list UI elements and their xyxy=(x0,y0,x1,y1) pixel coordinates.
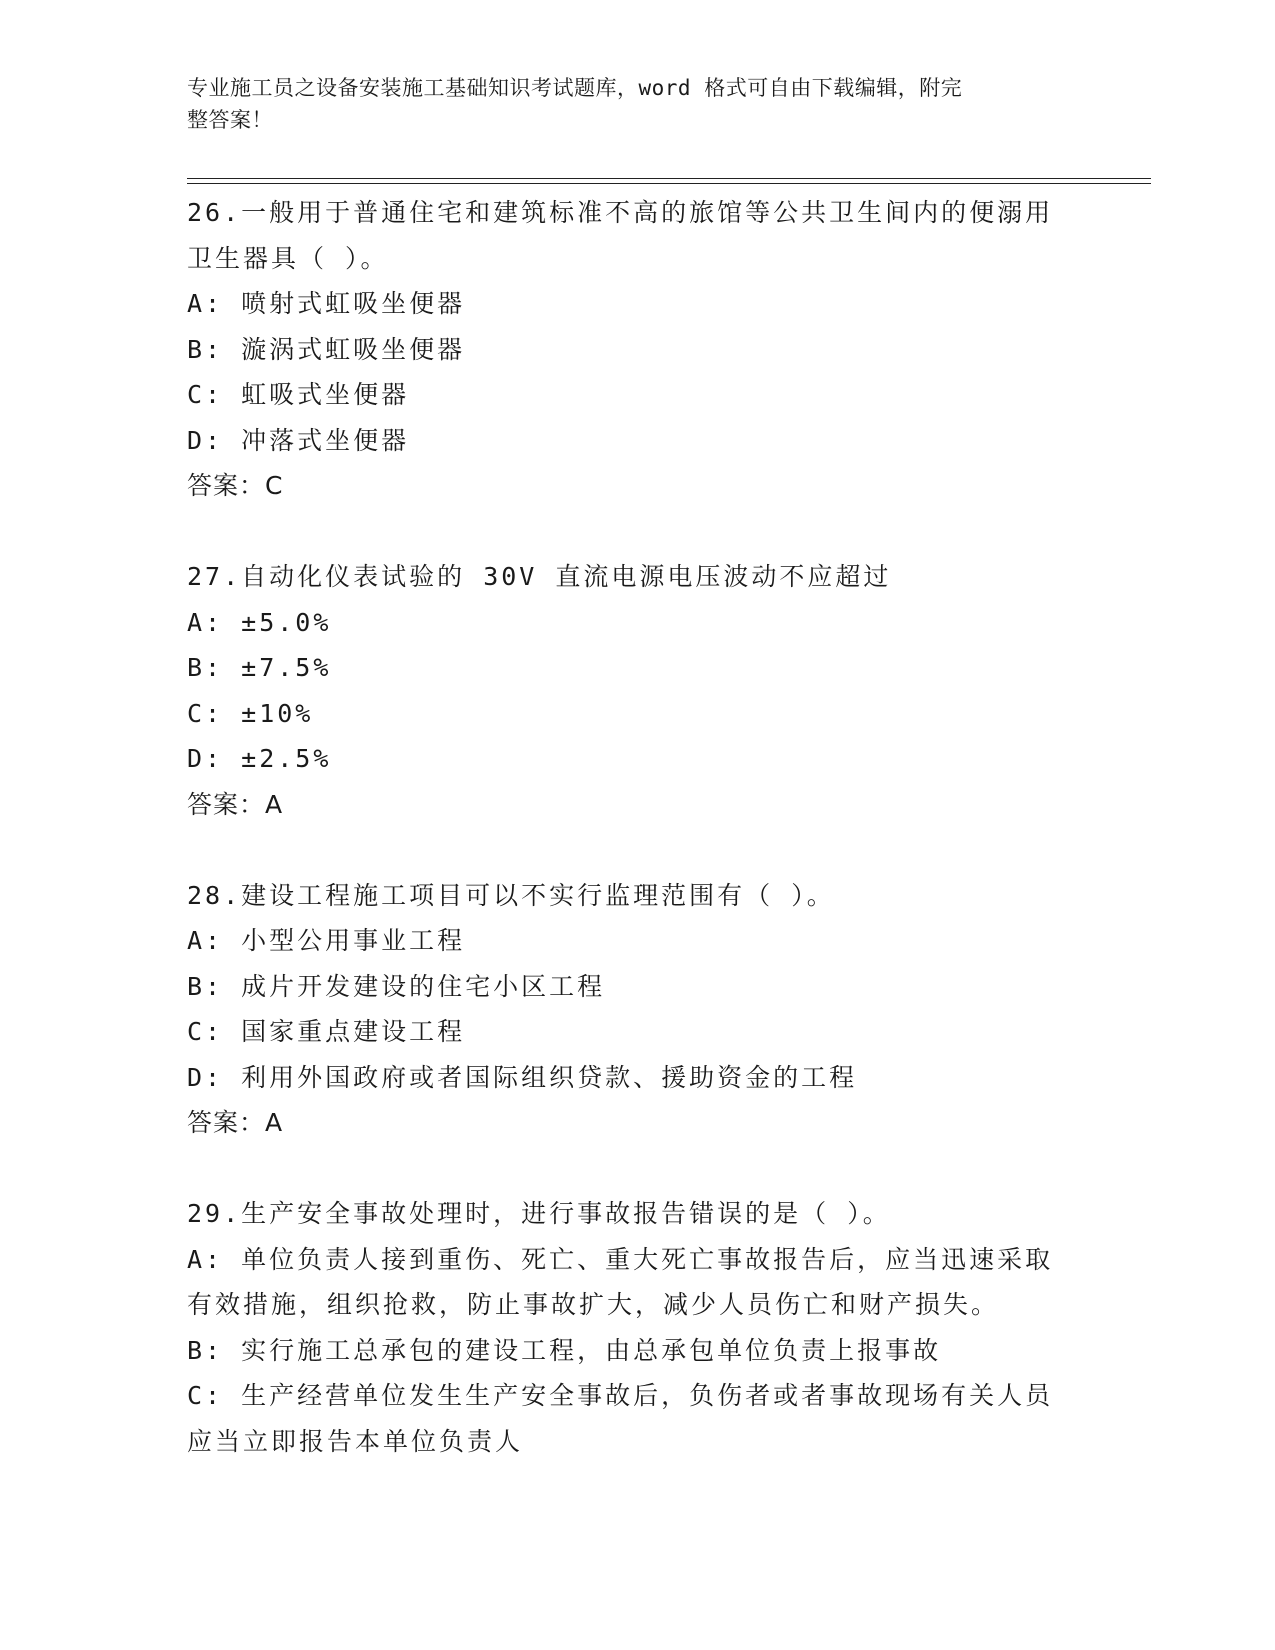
answer-key: 答案：A xyxy=(187,789,284,819)
header-rule-bottom xyxy=(187,183,1151,184)
answer-option: 应当立即报告本单位负责人 xyxy=(187,1426,524,1456)
question-block xyxy=(187,554,1087,827)
answer-option: C: 虹吸式坐便器 xyxy=(187,380,410,409)
answer-option: 有效措施，组织抢救，防止事故扩大，减少人员伤亡和财产损失。 xyxy=(187,1290,1000,1319)
answer-option: C: 生产经营单位发生生产安全事故后，负伤者或者事故现场有关人员 xyxy=(187,1381,1054,1410)
question-list xyxy=(187,190,1087,1464)
question-block xyxy=(187,873,1087,1146)
header-line-1: 专业施工员之设备安装施工基础知识考试题库，word 格式可自由下载编辑，附完 xyxy=(187,76,963,100)
answer-option: D: 冲落式坐便器 xyxy=(187,425,410,455)
answer-option: A: 喷射式虹吸坐便器 xyxy=(187,289,466,318)
question-stem: 27.自动化仪表试验的 30V 直流电源电压波动不应超过 xyxy=(187,562,892,591)
answer-option: A: ±5.0% xyxy=(187,607,332,637)
answer-option: C: 国家重点建设工程 xyxy=(187,1017,466,1046)
question-stem: 26.一般用于普通住宅和建筑标准不高的旅馆等公共卫生间内的便溺用 xyxy=(187,198,1054,227)
answer-option: C: ±10% xyxy=(187,698,314,728)
answer-option: D: 利用外国政府或者国际组织贷款、援助资金的工程 xyxy=(187,1062,858,1092)
answer-option: D: ±2.5% xyxy=(187,744,332,773)
header-line-2: 整答案！ xyxy=(187,108,273,132)
question-block xyxy=(187,1191,1087,1464)
answer-option: B: ±7.5% xyxy=(187,653,332,682)
question-block xyxy=(187,190,1087,509)
question-stem: 28.建设工程施工项目可以不实行监理范围有（ ）。 xyxy=(187,880,835,910)
header-rule-top xyxy=(187,178,1151,179)
question-stem: 卫生器具（ ）。 xyxy=(187,243,389,273)
answer-option: A: 单位负责人接到重伤、死亡、重大死亡事故报告后，应当迅速采取 xyxy=(187,1244,1054,1274)
question-stem: 29.生产安全事故处理时，进行事故报告错误的是（ ）。 xyxy=(187,1199,891,1228)
answer-option: A: 小型公用事业工程 xyxy=(187,926,466,955)
answer-key: 答案：A xyxy=(187,1108,284,1137)
document-header xyxy=(187,72,1067,136)
answer-key: 答案：C xyxy=(187,471,284,500)
answer-option: B: 漩涡式虹吸坐便器 xyxy=(187,334,466,364)
answer-option: B: 实行施工总承包的建设工程，由总承包单位负责上报事故 xyxy=(187,1335,942,1365)
answer-option: B: 成片开发建设的住宅小区工程 xyxy=(187,971,606,1001)
